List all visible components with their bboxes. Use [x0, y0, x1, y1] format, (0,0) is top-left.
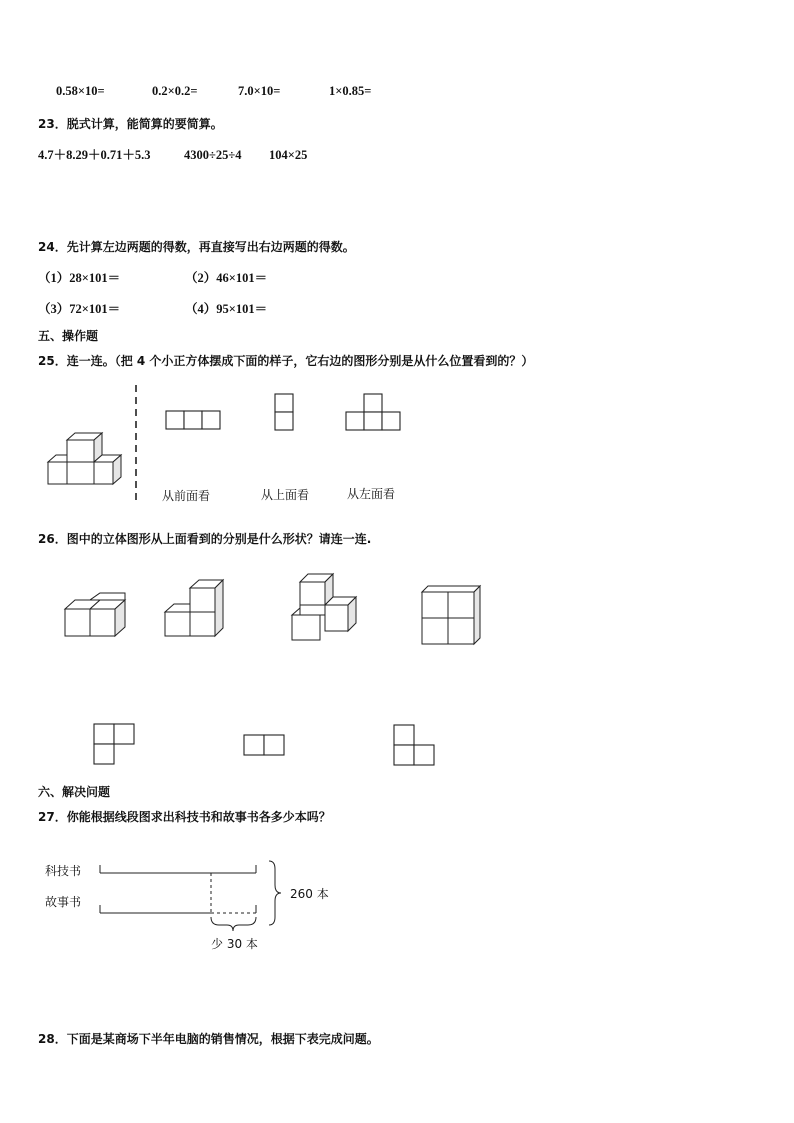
- q23-item-3: 104×25: [269, 148, 308, 162]
- q26-topview-l-right: [93, 723, 137, 767]
- oral-item-2: 0.2×0.2=: [152, 84, 198, 98]
- oral-item-3: 7.0×10=: [238, 84, 281, 98]
- q23-title: 23．脱式计算，能简算的要简算。: [38, 117, 223, 131]
- q27-less-label: 少 30 本: [211, 937, 258, 951]
- q24-title: 24．先计算左边两题的得数，再直接写出右边两题的得数。: [38, 240, 355, 254]
- q25-view-two-column: [274, 393, 296, 433]
- q28-title: 28．下面是某商场下半年电脑的销售情况，根据下表完成问题。: [38, 1032, 379, 1046]
- q26-title: 26．图中的立体图形从上面看到的分别是什么形状？请连一连.: [38, 532, 372, 546]
- q27-label-story: 故事书: [45, 895, 82, 909]
- q25-label-front: 从前面看: [162, 489, 211, 503]
- oral-item-1: 0.58×10=: [56, 84, 105, 98]
- q26-solid-2: [163, 578, 229, 640]
- oral-item-4: 1×0.85=: [329, 84, 372, 98]
- q26-solid-3: [290, 572, 360, 642]
- q27-title: 27．你能根据线段图求出科技书和故事书各多少本吗？: [38, 810, 331, 824]
- q24-item-3: （3）72×101＝: [38, 302, 121, 316]
- q25-label-top: 从上面看: [261, 488, 310, 502]
- q26-topview-l-shape: [393, 724, 437, 768]
- q27-segment-diagram: [95, 855, 285, 935]
- q26-topview-two-row: [243, 734, 287, 758]
- q25-view-t-shape: [345, 393, 403, 433]
- q25-title: 25．连一连。（把 4 个小正方体摆成下面的样子，它右边的图形分别是从什么位置看到的？）: [38, 354, 534, 368]
- q24-item-1: （1）28×101＝: [38, 271, 121, 285]
- q27-label-science: 科技书: [45, 864, 82, 878]
- q25-view-three-row: [165, 410, 223, 432]
- q26-solid-4: [418, 584, 484, 648]
- q27-total-label: 260 本: [290, 887, 329, 901]
- q25-label-left: 从左面看: [347, 487, 396, 501]
- section-six-heading: 六、解决问题: [38, 785, 111, 799]
- q26-solid-1: [63, 592, 129, 640]
- q23-item-1: 4.7＋8.29＋0.71＋5.3: [38, 148, 151, 162]
- q23-item-2: 4300÷25÷4: [184, 148, 242, 162]
- q24-item-2: （2）46×101＝: [185, 271, 268, 285]
- section-five-heading: 五、操作题: [38, 329, 99, 343]
- q24-item-4: （4）95×101＝: [185, 302, 268, 316]
- q25-cube-solid: [40, 425, 130, 495]
- q25-dashed-divider: [134, 385, 138, 503]
